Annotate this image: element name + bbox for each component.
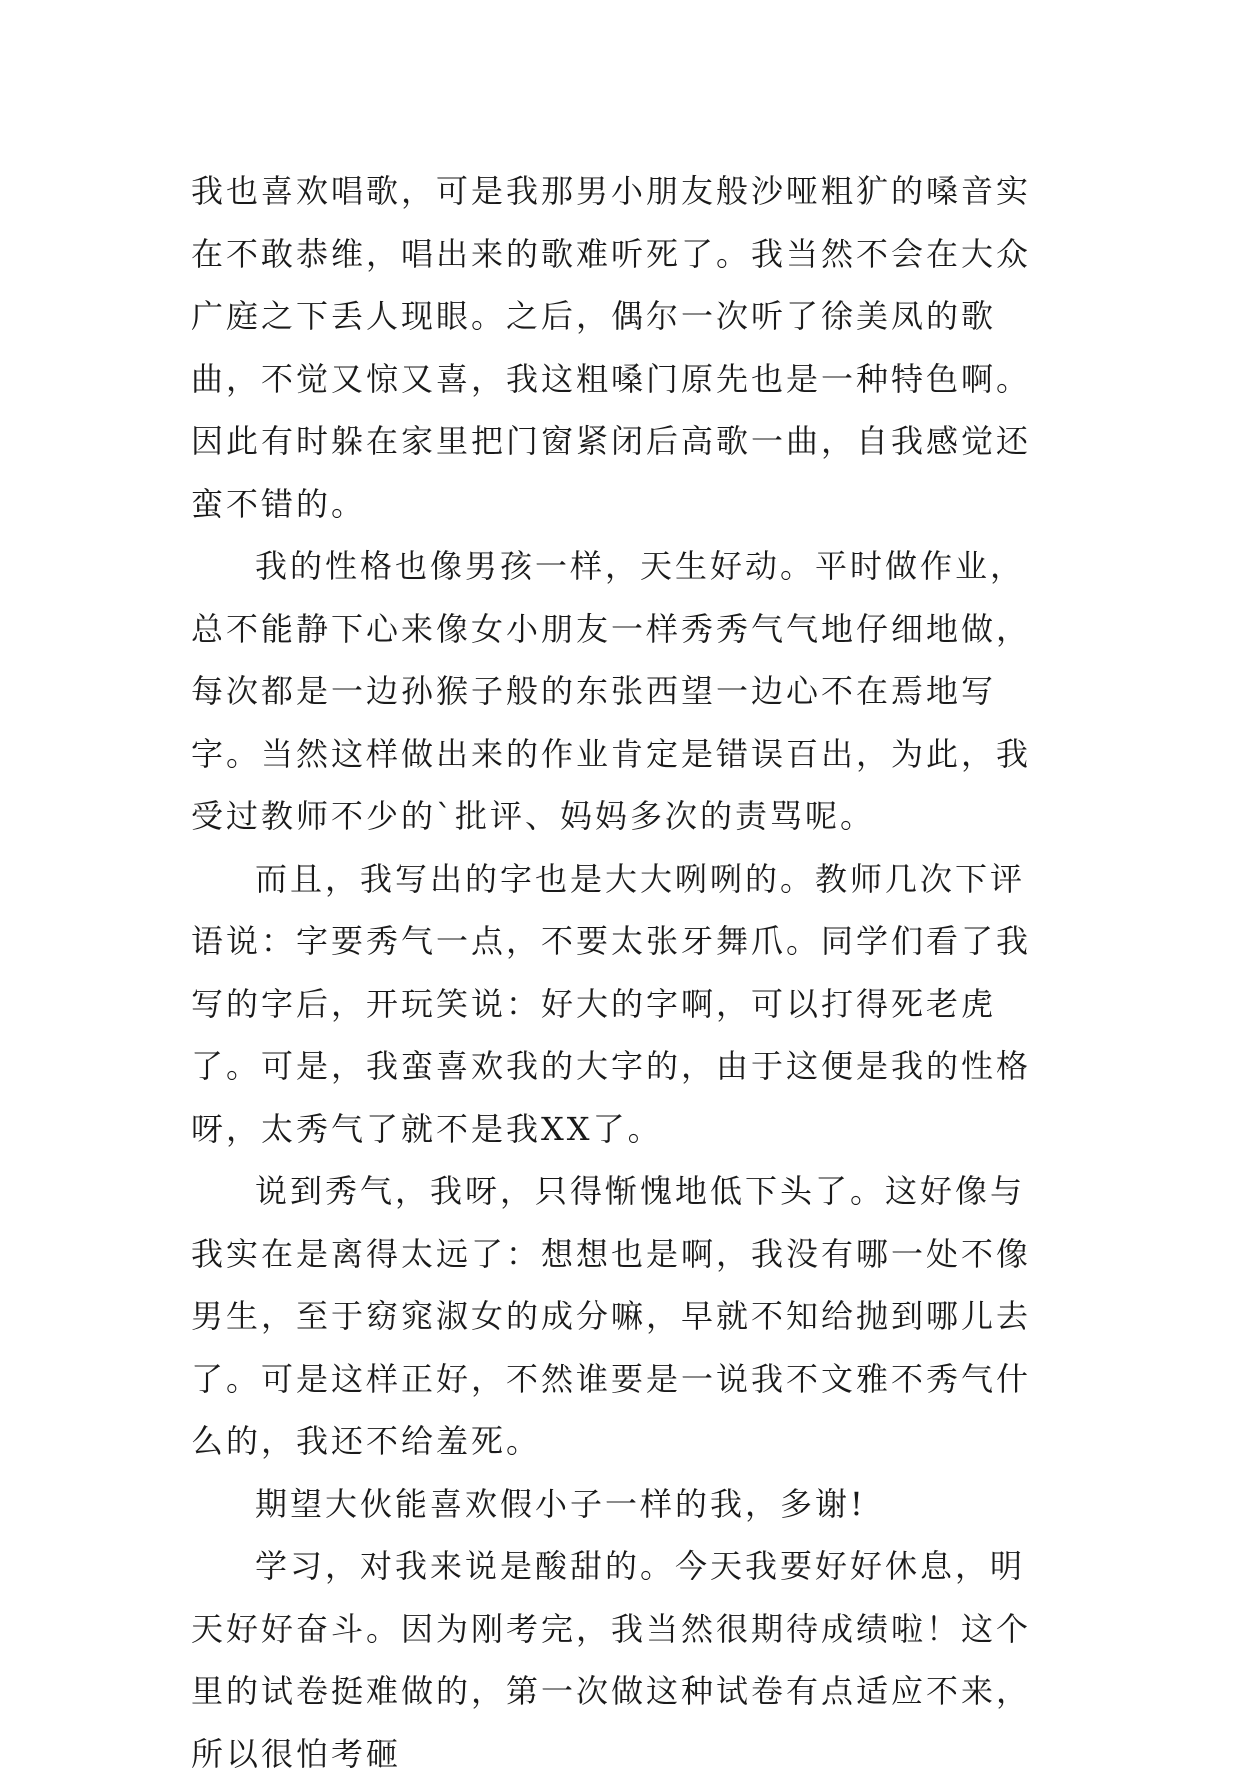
paragraph-3: 而且，我写出的字也是大大咧咧的。教师几次下评语说：字要秀气一点，不要太张牙舞爪。同学们看了我写的字后，开玩笑说：好大的字啊，可以打得死老虎了。可是，我蛮喜欢我的大字的，由于这便是我的性格呀，太秀气了就不是我XX了。 [191,859,1032,1148]
paragraph-2: 我的性格也像男孩一样，天生好动。平时做作业，总不能静下心来像女小朋友一样秀秀气气地仔细地做，每次都是一边孙猴子般的东张西望一边心不在焉地写字。当然这样做出来的作业肯定是错误百出，为此，我受过教师不少的`批评、妈妈多次的责骂呢。 [191,547,1032,835]
document-body [191,160,1053,1785]
paragraph-1: 我也喜欢唱歌，可是我那男小朋友般沙哑粗犷的嗓音实在不敢恭维，唱出来的歌难听死了。我当然不会在大众广庭之下丢人现眼。之后，偶尔一次听了徐美凤的歌曲，不觉又惊又喜，我这粗嗓门原先也是一种特色啊。因此有时躲在家里把门窗紧闭后高歌一曲，自我感觉还蛮不错的。 [191,172,1032,523]
paragraph-5: 期望大伙能喜欢假小子一样的我，多谢! [255,1484,866,1523]
paragraph-6: 学习，对我来说是酸甜的。今天我要好好休息，明天好好奋斗。因为刚考完，我当然很期待成绩啦！这个里的试卷挺难做的，第一次做这种试卷有点适应不来，所以很怕考砸 [191,1547,1032,1773]
paragraph-4: 说到秀气，我呀，只得惭愧地低下头了。这好像与我实在是离得太远了：想想也是啊，我没有哪一处不像男生，至于窈窕淑女的成分嘛，早就不知给抛到哪儿去了。可是这样正好，不然谁要是一说我不文雅不秀气什么的，我还不给羞死。 [191,1172,1032,1460]
